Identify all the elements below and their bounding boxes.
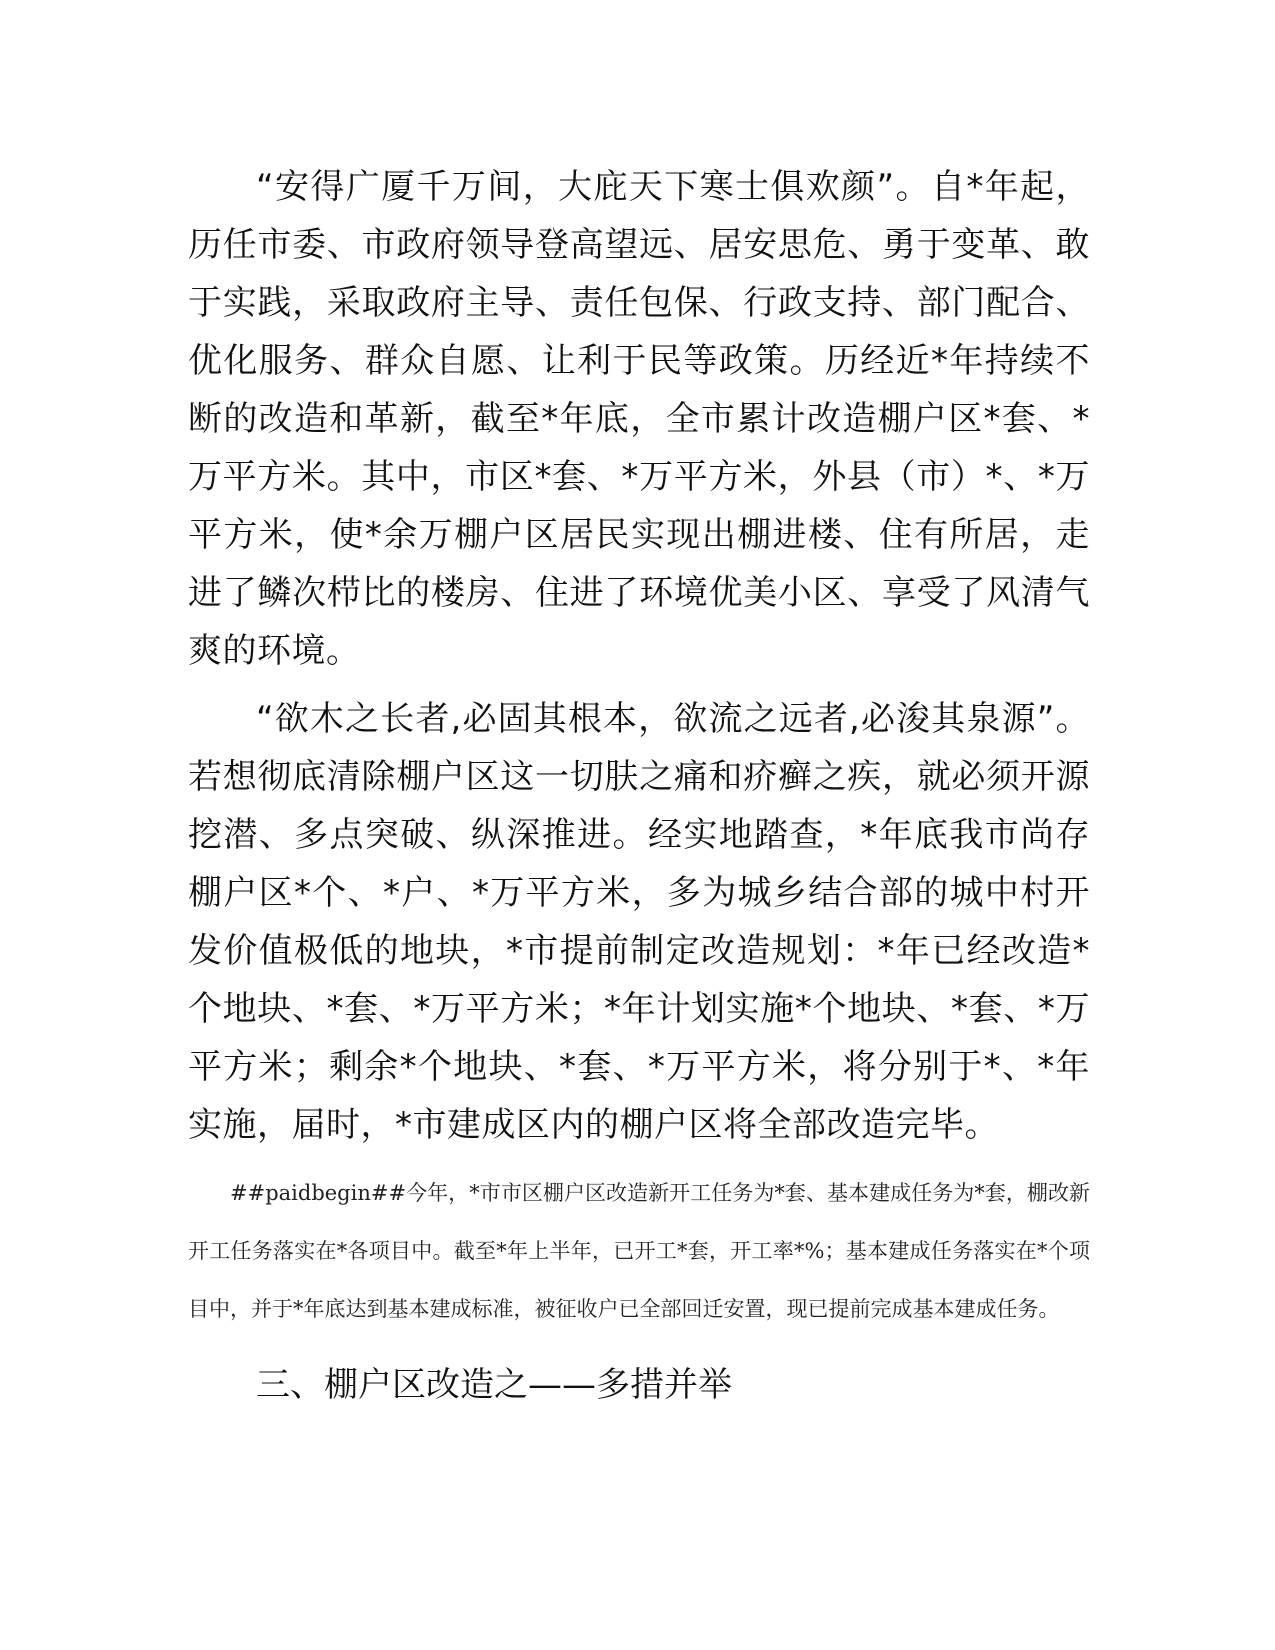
paragraph-1: “安得广厦千万间，大庇天下寒士俱欢颜”。自*年起，历任市委、市政府领导登高望远、居安思危、勇于变革、敢于实践，采取政府主导、责任包保、行政支持、部门配合、优化服务、群众自愿、让利于民等政策。历经近*年持续不断的改造和革新，截至*年底，全市累计改造棚户区*套、*万平方米。其中，市区*套、*万平方米，外县（市）*、*万平方米，使*余万棚户区居民实现出棚进楼、住有所居，走进了鳞次栉比的楼房、住进了环境优美小区、享受了风清气爽的环境。 — [188, 167, 1090, 671]
document-body — [188, 158, 1090, 1414]
section-heading: 三、棚户区改造之——多措并举 — [256, 1365, 732, 1405]
paragraph-3: ##paidbegin##今年，*市市区棚户区改造新开工任务为*套、基本建成任务为*套，棚改新开工任务落实在*各项目中。截至*年上半年，已开工*套，开工率*%；基本建成任务落实在*个项目中，并于*年底达到基本建成标准，被征收户已全部回迁安置，现已提前完成基本建成任务。 — [188, 1181, 1090, 1321]
paragraph-2: “欲木之长者,必固其根本，欲流之远者,必浚其泉源”。若想彻底清除棚户区这一切肤之痛和疥癣之疾，就必须开源挖潜、多点突破、纵深推进。经实地踏查，*年底我市尚存棚户区*个、*户、*万平方米，多为城乡结合部的城中村开发价值极低的地块，*市提前制定改造规划：*年已经改造*个地块、*套、*万平方米；*年计划实施*个地块、*套、*万平方米；剩余*个地块、*套、*万平方米，将分别于*、*年实施，届时，*市建成区内的棚户区将全部改造完毕。 — [188, 699, 1090, 1145]
